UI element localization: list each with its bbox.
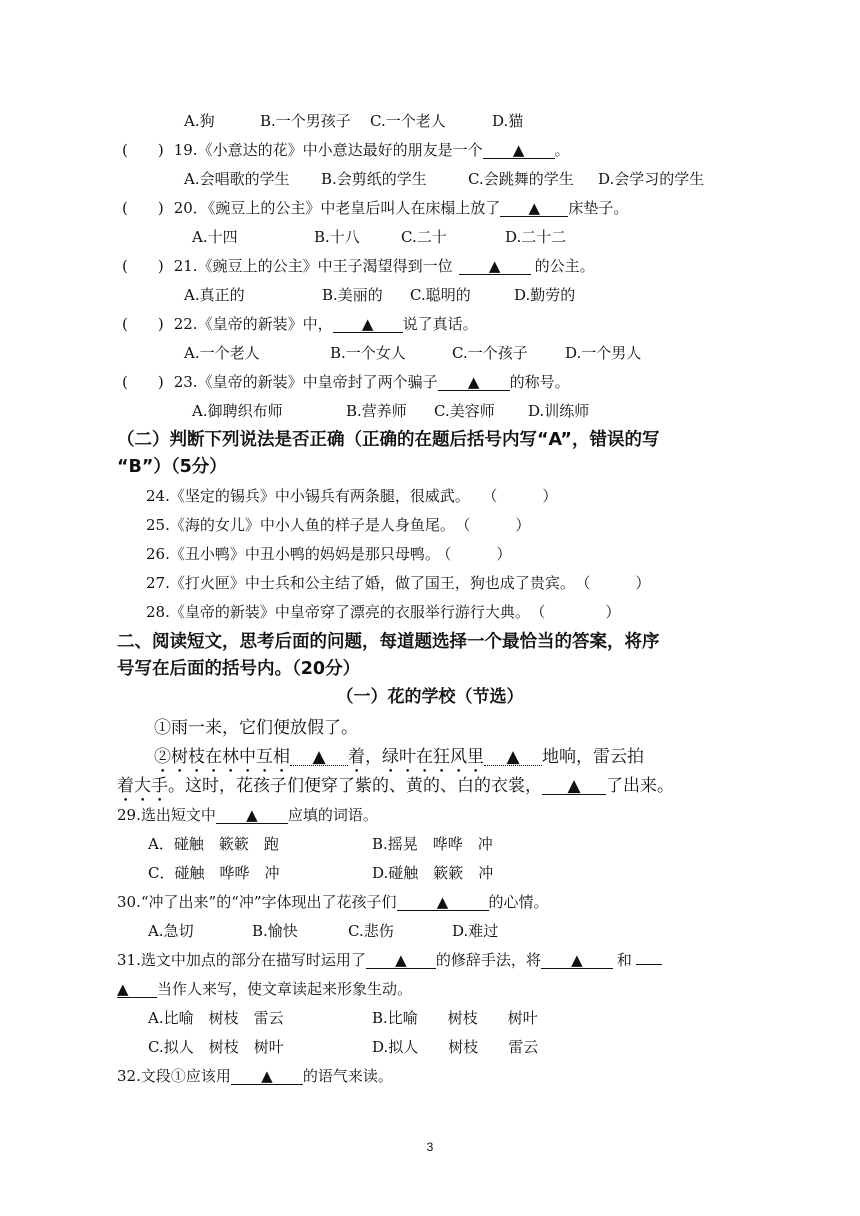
q21-option-c: C.聪明的 (410, 286, 471, 304)
q31-option-a: A.比喻 树枝 雷云 (148, 1009, 284, 1027)
q22-option-c: C.一个孩子 (452, 344, 528, 362)
section-2-heading-line1: （二）判断下列说法是否正确（正确的在题后括号内写“A”，错误的写 (117, 430, 660, 450)
judge-answer-paren: （ ） (489, 487, 558, 505)
part-2-heading-line2: 号写在后面的括号内。（20分） (117, 659, 361, 679)
q20-option-c: C.二十 (401, 228, 447, 246)
q22-option-d: D.一个男人 (565, 344, 642, 362)
triangle-icon: ▲ (512, 141, 525, 159)
triangle-icon: ▲ (506, 747, 520, 767)
q29-blank (216, 807, 288, 824)
triangle-icon: ▲ (312, 747, 326, 767)
q31-stem-line1: 31.选文中加点的部分在描写时运用了 ▲ 的修辞手法，将 ▲ 和 (117, 950, 662, 970)
page-number: 3 (426, 1140, 434, 1154)
q18-option-a: A.狗 (184, 112, 215, 130)
q21-options (184, 285, 575, 305)
triangle-icon: ▲ (117, 980, 129, 998)
q20-option-d: D.二十二 (505, 228, 567, 246)
q29-option-b: B.摇晃 哗哗 冲 (372, 835, 493, 853)
q23-option-a: A.御聘织布师 (192, 402, 283, 420)
judge-answer-paren: （ ） (537, 603, 621, 621)
judge-item-27: 27.《打火匣》中士兵和公主结了婚，做了国王，狗也成了贵宾。 （ ） (146, 574, 651, 592)
triangle-icon: ▲ (395, 951, 407, 969)
q30-option-c: C.悲伤 (348, 922, 394, 940)
triangle-icon: ▲ (467, 373, 480, 391)
q21-stem: ( ) 21.《豌豆上的公主》中王子渴望得到一位 ▲ 的公主。 (122, 257, 595, 275)
section-2-heading-line2: “B”）（5分） (117, 457, 227, 477)
triangle-icon: ▲ (261, 1067, 273, 1085)
story-paragraph-2-line1: ②树枝在林中互相 ▲ 着，绿叶在狂风里 ▲ 地响，雷云拍 (154, 747, 644, 767)
q30-option-d: D.难过 (452, 922, 499, 940)
q23-stem: ( ) 23.《皇帝的新装》中皇帝封了两个骗子 ▲ 的称号。 (122, 373, 570, 391)
triangle-icon: ▲ (571, 951, 583, 969)
q19-answer-paren: ( ) (122, 141, 164, 159)
q19-stem: ( ) 19.《小意达的花》中小意达最好的朋友是一个 ▲ 。 (122, 141, 570, 159)
story-blank-1 (290, 749, 348, 766)
q31-options-row1 (148, 1008, 538, 1028)
q21-blank (459, 258, 531, 275)
q30-option-b: B.愉快 (252, 922, 298, 940)
q19-blank (483, 142, 555, 159)
q23-options (192, 401, 589, 421)
q21-option-d: D.勤劳的 (514, 286, 576, 304)
q29-options-row1 (148, 834, 493, 854)
q31-blank-2 (541, 952, 613, 969)
q32-blank (231, 1068, 303, 1085)
q18-option-d: D.猫 (492, 112, 524, 130)
q31-options-row2 (148, 1037, 538, 1057)
q19-option-a: A.会唱歌的学生 (184, 170, 290, 188)
q19-option-d: D.会学习的学生 (598, 170, 705, 188)
q21-answer-paren: ( ) (122, 257, 164, 275)
q19-options (184, 169, 704, 189)
q29-option-c: C．碰触 哗哗 冲 (148, 864, 280, 882)
q21-option-b: B.美丽的 (322, 286, 383, 304)
triangle-icon: ▲ (436, 893, 449, 911)
q23-option-d: D.训练师 (528, 402, 590, 420)
q18-options (184, 111, 523, 131)
q31-blank-3-start (636, 964, 662, 965)
q18-option-b: B.一个男孩子 (260, 112, 351, 130)
q20-option-b: B.十八 (314, 228, 360, 246)
q20-options (192, 227, 566, 247)
q23-answer-paren: ( ) (122, 373, 164, 391)
q23-option-b: B.营养师 (346, 402, 407, 420)
q29-stem: 29.选出短文中 ▲ 应填的词语。 (117, 806, 378, 824)
q31-option-d: D.拟人 树枝 雷云 (372, 1038, 539, 1056)
q32-stem: 32.文段①应该用 ▲ 的语气来读。 (117, 1067, 393, 1085)
q20-blank (500, 200, 568, 217)
q22-options (184, 343, 641, 363)
judge-answer-paren: （ ） (443, 545, 512, 563)
judge-item-28: 28.《皇帝的新装》中皇帝穿了漂亮的衣服举行游行大典。 （ ） (146, 603, 621, 621)
q22-option-b: B.一个女人 (330, 344, 406, 362)
triangle-icon: ▲ (488, 257, 501, 275)
triangle-icon: ▲ (567, 776, 581, 796)
story-title: （一）花的学校（节选） (336, 687, 524, 707)
q22-answer-paren: ( ) (122, 315, 164, 333)
q31-option-c: C.拟人 树枝 树叶 (148, 1038, 284, 1056)
q20-option-a: A.十四 (192, 228, 238, 246)
story-paragraph-2-line2: 着大手。这时，花孩子们便穿了紫的、黄的、白的衣裳， ▲ 了出来。 (117, 776, 674, 796)
judge-item-25: 25.《海的女儿》中小人鱼的样子是人身鱼尾。 （ ） (146, 516, 531, 534)
q20-stem: ( ) 20．《豌豆上的公主》中老皇后叫人在床榻上放了 ▲ 床垫子。 (122, 199, 629, 217)
q20-answer-paren: ( ) (122, 199, 164, 217)
triangle-icon: ▲ (361, 315, 374, 333)
q31-blank-3-end (117, 981, 157, 998)
judge-item-26: 26.《丑小鸭》中丑小鸭的妈妈是那只母鸭。 （ ） (146, 545, 512, 563)
story-blank-3 (542, 778, 606, 795)
q23-option-c: C.美容师 (434, 402, 495, 420)
q22-option-a: A.一个老人 (184, 344, 260, 362)
q22-stem: ( ) 22.《皇帝的新装》中， ▲ 说了真话。 (122, 315, 478, 333)
q30-option-a: A.急切 (148, 922, 194, 940)
q21-option-a: A.真正的 (184, 286, 245, 304)
q31-blank-1 (366, 952, 436, 969)
q23-blank (438, 374, 510, 391)
q31-option-b: B.比喻 树枝 树叶 (372, 1009, 538, 1027)
judge-answer-paren: （ ） (462, 516, 531, 534)
q18-option-c: C.一个老人 (370, 112, 446, 130)
story-blank-2 (484, 749, 542, 766)
q19-option-b: B.会剪纸的学生 (321, 170, 427, 188)
part-2-heading-line1: 二、阅读短文，思考后面的问题，每道题选择一个最恰当的答案，将序 (117, 632, 660, 652)
q19-option-c: C.会跳舞的学生 (468, 170, 574, 188)
q31-stem-line2: ▲ 当作人来写，使文章读起来形象生动。 (117, 980, 413, 998)
story-paragraph-1: ①雨一来，它们便放假了。 (154, 718, 358, 738)
q30-stem: 30.“冲了出来”的“冲”字体现出了花孩子们 ▲ 的心情。 (117, 893, 549, 911)
judge-answer-paren: （ ） (582, 574, 651, 592)
q29-option-d: D.碰触 簌簌 冲 (372, 864, 494, 882)
q29-options-row2 (148, 863, 493, 883)
triangle-icon: ▲ (246, 806, 258, 824)
judge-item-24: 24.《坚定的锡兵》中小锡兵有两条腿，很威武。 （ ） (146, 487, 558, 505)
q22-blank (333, 316, 403, 333)
q30-blank (397, 894, 489, 911)
q29-option-a: A．碰触 簌簌 跑 (148, 835, 279, 853)
q30-options (148, 921, 498, 941)
triangle-icon: ▲ (528, 199, 541, 217)
